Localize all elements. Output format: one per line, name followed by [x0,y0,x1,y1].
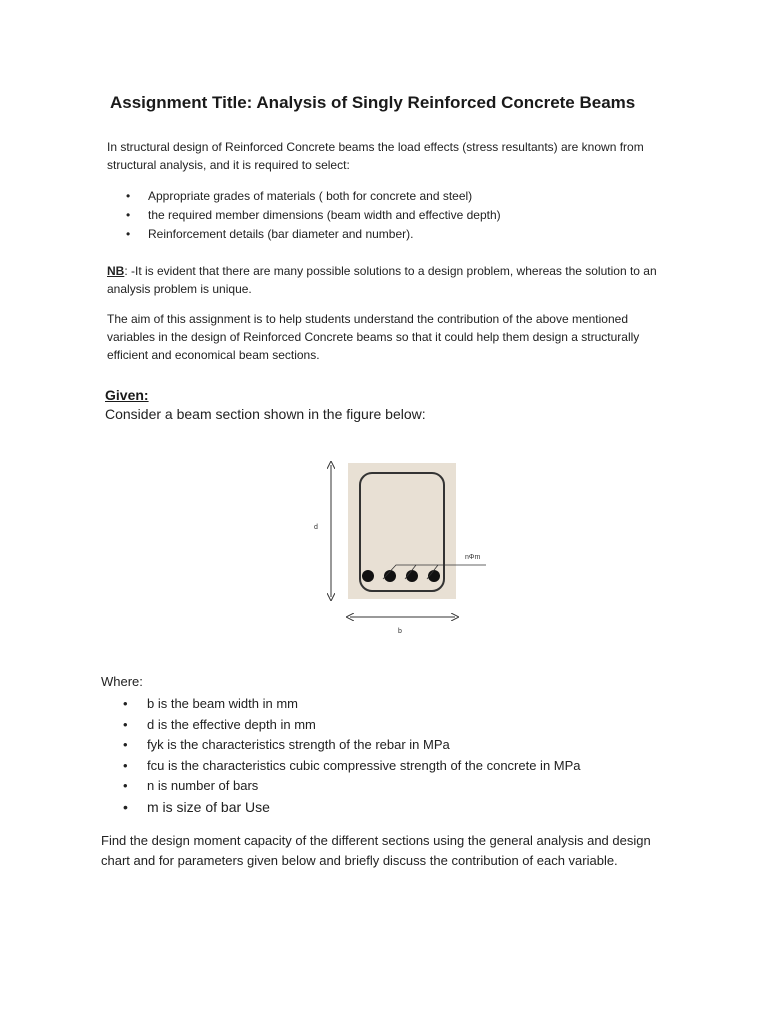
nb-label: NB [107,264,125,278]
list-item: • Reinforcement details (bar diameter and number). [107,225,501,244]
list-item: • fyk is the characteristics strength of the rebar in MPa [101,735,581,756]
list-item: • fcu is the characteristics cubic compressive strength of the concrete in MPa [101,756,581,777]
width-label: b [398,628,402,635]
variables-list [101,694,581,817]
selection-list [107,187,501,244]
nb-paragraph [107,262,667,298]
aim-paragraph: The aim of this assignment is to help students understand the contribution of the above mentioned variables in the design of Reinforced Concrete beams so that it could help them design a structurally efficient and economical beam sections. [107,312,640,362]
rebar [362,570,374,582]
assignment-title: Assignment Title: Analysis of Singly Reinforced Concrete Beams [110,93,636,112]
depth-label: d [314,524,318,531]
nb-text: : -It is evident that there are many possible solutions to a design problem, whereas the solution to an analysis problem is unique. [107,264,657,296]
given-heading: Given: [105,387,149,403]
conclusion-paragraph: Find the design moment capacity of the different sections using the general analysis and design chart and for parameters given below and briefly discuss the contribution of each variable. [101,833,651,868]
list-item: • the required member dimensions (beam width and effective depth) [107,206,501,225]
intro-paragraph: In structural design of Reinforced Concrete beams the load effects (stress resultants) are known from structural analysis, and it is required to select: [107,140,644,172]
where-heading: Where: [101,674,143,689]
list-item: • d is the effective depth in mm [101,715,581,736]
list-item: • b is the beam width in mm [101,694,581,715]
list-item: • m is size of bar Use [101,797,581,818]
bars-label: nΦm [465,554,481,561]
list-item: • Appropriate grades of materials ( both for concrete and steel) [107,187,501,206]
given-text: Consider a beam section shown in the figure below: [105,406,426,422]
beam-section-figure [300,455,490,645]
beam-section-diagram [300,455,490,645]
list-item: • n is number of bars [101,776,581,797]
